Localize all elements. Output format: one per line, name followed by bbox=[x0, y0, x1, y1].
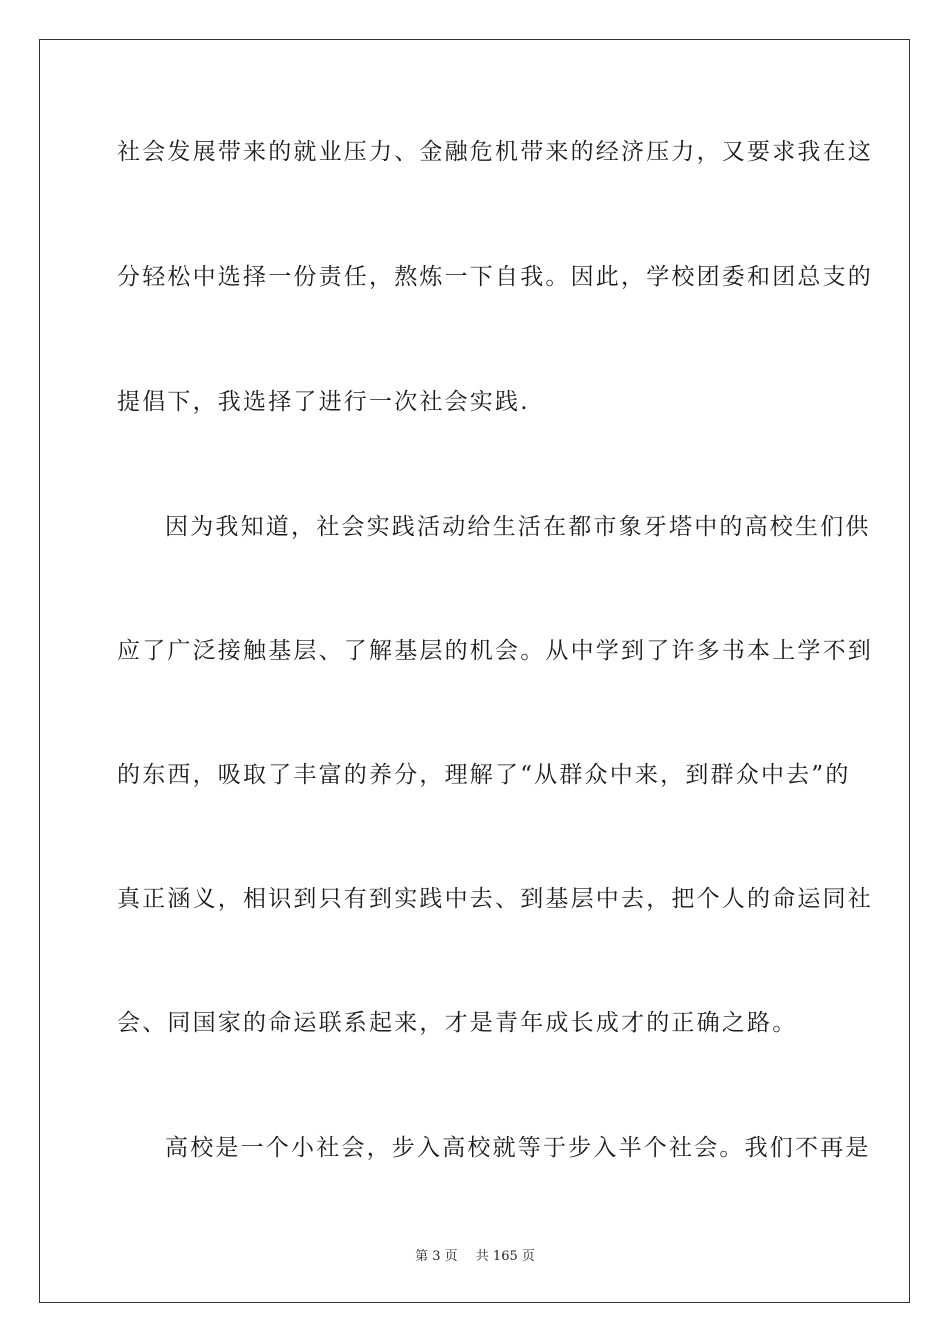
body-line-2: 分轻松中选择一份责任，熬炼一下自我。因此，学校团委和团总支的 bbox=[117, 264, 873, 290]
page-footer bbox=[0, 1245, 950, 1264]
body-line-6: 的东西，吸取了丰富的养分，理解了“从群众中来，到群众中去”的 bbox=[117, 762, 851, 788]
total-pages: 共 165 页 bbox=[475, 1249, 535, 1264]
body-line-5: 应了广泛接触基层、了解基层的机会。从中学到了许多书本上学不到 bbox=[117, 638, 873, 664]
page-border bbox=[39, 39, 910, 1303]
body-line-8: 会、同国家的命运联系起来，才是青年成长成才的正确之路。 bbox=[117, 1010, 798, 1036]
body-line-4: 因为我知道，社会实践活动给生活在都市象牙塔中的高校生们供 bbox=[165, 514, 871, 540]
body-line-1: 社会发展带来的就业压力、金融危机带来的经济压力，又要求我在这 bbox=[117, 139, 873, 165]
body-line-7: 真正涵义，相识到只有到实践中去、到基层中去，把个人的命运同社 bbox=[117, 886, 873, 912]
body-line-9: 高校是一个小社会，步入高校就等于步入半个社会。我们不再是 bbox=[165, 1135, 871, 1161]
page-number: 第 3 页 bbox=[415, 1249, 458, 1264]
body-line-3: 提倡下，我选择了进行一次社会实践. bbox=[117, 389, 530, 415]
